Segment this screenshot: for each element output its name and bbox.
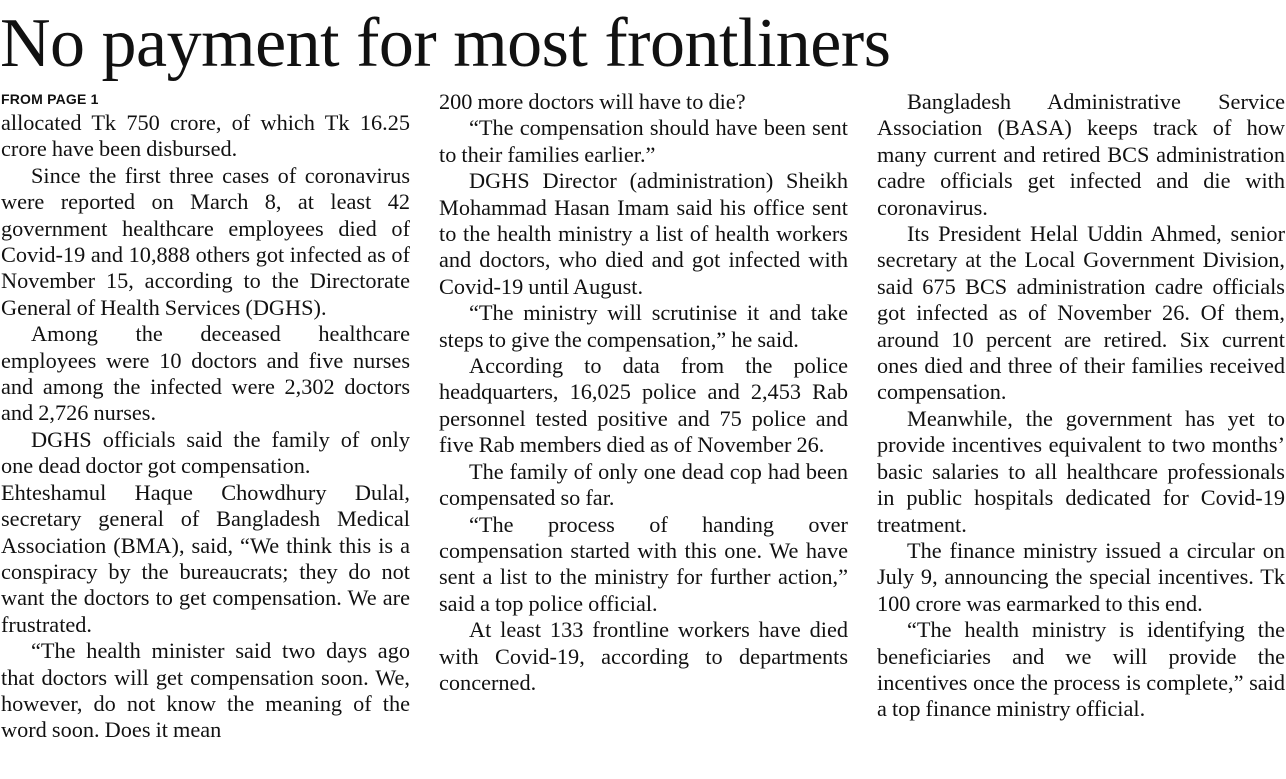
paragraph: “The compensation should have been sent to their families earlier.” (439, 115, 848, 167)
paragraph: 200 more doctors will have to die? (439, 89, 746, 114)
article-column-1 (1, 89, 410, 779)
article-column-2 (439, 89, 848, 779)
paragraph: Since the first three cases of coronavirus were reported on March 8, at least 42 government healthcare employees died of Covid-19 and 10,888 others got infected as of November 15, according to the Directorate General of Health Services (DGHS). (1, 162, 410, 320)
paragraph: “The ministry will scrutinise it and take steps to give the compensation,” he said. (439, 300, 848, 352)
paragraph: According to data from the police headquarters, 16,025 police and 2,453 Rab personnel tested positive and 75 police and five Rab members died as of November 26. (439, 353, 848, 458)
paragraph: Ehteshamul Haque Chowdhury Dulal, secretary general of Bangladesh Medical Association (BMA), said, “We think this is a conspiracy by the bureaucrats; they do not want the doctors to get compensation. We are frustrated. (1, 479, 410, 637)
paragraph: allocated Tk 750 crore, of which Tk 16.25 crore have been disbursed. (1, 110, 410, 162)
paragraph: DGHS Director (administration) Sheikh Mohammad Hasan Imam said his office sent to the health ministry a list of health workers and doctors, who died and got infected with Covid-19 until August. (439, 168, 848, 299)
paragraph: “The health ministry is identifying the beneficiaries and we will provide the incentives once the process is complete,” said a top finance ministry official. (877, 617, 1285, 722)
paragraph: “The health minister said two days ago that doctors will get compensation soon. We, however, do not know the meaning of the word soon. Does it mean (1, 638, 410, 743)
continuation-kicker: FROM PAGE 1 (1, 91, 99, 107)
paragraph: At least 133 frontline workers have died with Covid-19, according to departments concerned. (439, 617, 848, 695)
paragraph: Among the deceased healthcare employees were 10 doctors and five nurses and among the infected were 2,302 doctors and 2,726 nurses. (1, 321, 410, 426)
paragraph: The finance ministry issued a circular on July 9, announcing the special incentives. Tk 100 crore was earmarked to this end. (877, 537, 1285, 616)
paragraph: “The process of handing over compensation started with this one. We have sent a list to the ministry for further action,” said a top police official. (439, 511, 848, 616)
paragraph: The family of only one dead cop had been compensated so far. (439, 458, 848, 511)
article-column-3 (877, 89, 1285, 779)
paragraph: DGHS officials said the family of only one dead doctor got compensation. (1, 426, 410, 479)
paragraph: Meanwhile, the government has yet to provide incentives equivalent to two months’ basic salaries to all healthcare professionals in public hospitals dedicated for Covid-19 treatment. (877, 405, 1285, 537)
paragraph: Bangladesh Administrative Service Association (BASA) keeps track of how many current and retired BCS administration cadre officials get infected and die with coronavirus. (877, 89, 1285, 220)
headline: No payment for most frontliners (0, 5, 891, 82)
paragraph: Its President Helal Uddin Ahmed, senior secretary at the Local Government Division, said 675 BCS administration cadre officials got infected as of November 26. Of them, around 10 percent are retired. Six current ones died and three of their families received compensation. (877, 221, 1285, 405)
